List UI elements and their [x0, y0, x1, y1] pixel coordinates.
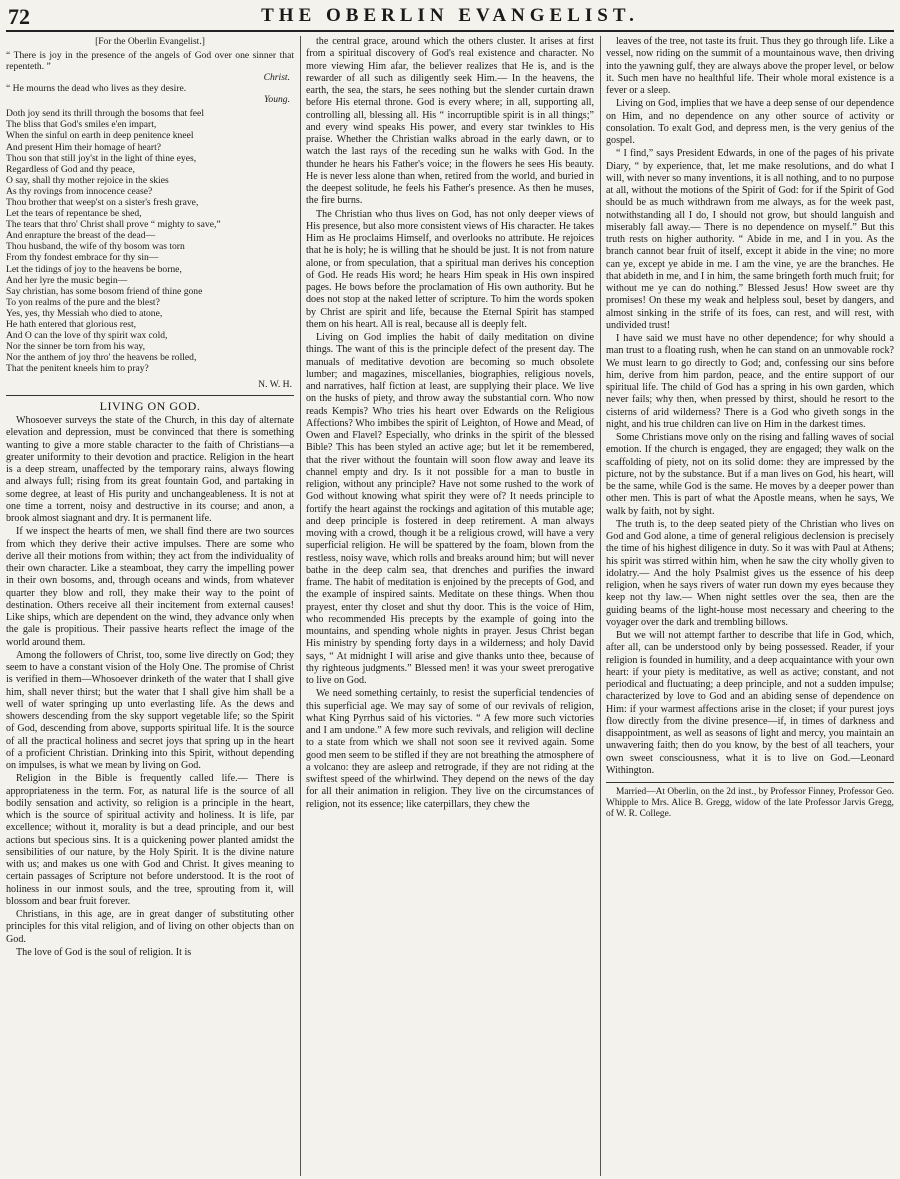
- epigraph-2: [6, 83, 294, 105]
- paragraph: Christians, in this age, are in great danger of substituting other principles for this vital religion, and of living on other objects than on God.: [6, 909, 294, 945]
- article-body-col1: [6, 415, 294, 959]
- newspaper-title: THE OBERLIN EVANGELIST.: [261, 5, 639, 26]
- poem-line: And present Him their homage of heart?: [6, 141, 162, 153]
- paragraph: I have said we must have no other dependence; for why should a man trust to a floating rush, when he can stand on an unmovable rock? We must learn to go directly to God; and, confessing our sins before him, derive from him pardon, peace, and the entire support of our spiritual life. The child of God has a spring in his own garden, which never fails; why then, when pressed by thirst, should he resort to the cisterns of arid wilderness? There is a God who giveth songs in the night, and his true children can live on Him in the darkest times.: [606, 333, 894, 430]
- poem-line: Doth joy send its thrill through the bosoms that feel: [6, 108, 204, 120]
- paragraph: leaves of the tree, not taste its fruit. Thus they go through life. Like a vessel, now riding on the summit of a mountainous wave, then driving into the yawning gulf, they are always above the proper level, or below it. Such men have no healthful life. Their whole moral existence is a fever or a sleep.: [606, 36, 894, 96]
- epigraph-text: “ There is joy in the presence of the angels of God over one sinner that repenteth. ”: [6, 50, 294, 73]
- column-1: [6, 36, 294, 1176]
- poem-line: The bliss that God's smiles e'en impart,: [6, 119, 157, 131]
- poem-line: The tears that thro' Christ shall prove “ mighty to save,”: [6, 219, 221, 231]
- poem-line: That the penitent kneels him to pray?: [6, 363, 149, 375]
- poem-source: [For the Oberlin Evangelist.]: [95, 37, 205, 47]
- divider: [6, 395, 294, 396]
- epigraph-1: [6, 50, 294, 83]
- column-3: [600, 36, 894, 1176]
- paragraph: Among the followers of Christ, too, some live directly on God; they seem to have a constant vision of the Holy One. The promise of Christ is verified in them—Whosoever drinketh of the water that I shall give him, shall never thirst; but the water that I shall give him shall be a well of water springing up unto everlasting life. As the dews and showers descending from the sky support vegetable life; so the Spirit of God, descending from above, supports spiritual life. It is the source of all the practical holiness and secret joys that spring up in the heart of a proficient Christian. Drinking into this Spirit, without depending on impulses, is what we mean by living on God.: [6, 649, 294, 771]
- poem-line: Nor the sinner be torn from his way,: [6, 341, 145, 353]
- poem-line: As thy rovings from innocence cease?: [6, 185, 153, 197]
- poem-line: O say, shall thy mother rejoice in the skies: [6, 174, 169, 186]
- poem-line: Say christian, has some bosom friend of thine gone: [6, 285, 203, 297]
- divider: [606, 782, 894, 783]
- poem-line: From thy fondest embrace for thy sin—: [6, 252, 159, 264]
- poem-line: Regardless of God and thy peace,: [6, 163, 135, 175]
- paragraph: “ I find,” says President Edwards, in one of the pages of his private Diary, “ by experience, that, let me make resolutions, and do what I will, with never so many inventions, it is all nothing, and to no purpose at all, without the motions of the Spirit of God: for if the Spirit of God should be as much withdrawn from me always, as for the week past, notwithstanding all I do, I should not grow, but should languish and miserably fall away.— There is no dependence on myself.” But this truth rests on higher authority. “ Abide in me, and I in you. As the branch cannot bear fruit of itself, except it abide in the vine; no more can ye, except ye abide in me. I am the vine, ye are the branches. He that abideth in me, and I in him, the same bringeth forth much fruit; for without me ye can do nothing.” Blessed Jesus! How sweet are thy promises! On these my weak and helpless soul, beset by dangers, and almost sinking in the strife of its foes, can rest, and will rest, with undivided trust!: [606, 148, 894, 331]
- epigraph-text: “ He mourns the dead who lives as they desire.: [6, 83, 187, 95]
- poem-line: He hath entered that glorious rest,: [6, 319, 137, 331]
- marriage-notice: Married—At Oberlin, on the 2d inst., by Professor Finney, Professor Geo. Whipple to Mrs. Alice B. Gregg, widow of the late Professor Jarvis Gregg, of W. R. College.: [606, 787, 894, 819]
- poem-line: Let the tears of repentance be shed,: [6, 208, 142, 220]
- poem-line: Thou brother that weep'st on a sister's fresh grave,: [6, 197, 199, 208]
- paragraph: If we inspect the hearts of men, we shall find there are two sources from which they derive their active impulses. There are some who derive all their motions from within; they act from the individuality of their own character. Like a steamboat, they carry the impelling power in their own bosoms, and, through oceans and winds, from whatever quarter they blow and roll, they make their way to the point of destination. Others receive all their incitement from external causes! Like ships, which are dependent on the wind, they advance only when the gale is propitious. Their passive hearts reflect the image of the world around them.: [6, 526, 294, 648]
- poem-line: Thou husband, the wife of thy bosom was torn: [6, 241, 185, 253]
- poem-line: When the sinful on earth in deep penitence kneel: [6, 130, 194, 142]
- poem-line: Yes, yes, thy Messiah who died to atone,: [6, 307, 163, 319]
- poem-line: And enrapture the breast of the dead—: [6, 230, 156, 242]
- paragraph: the central grace, around which the others cluster. It arises at first from a spiritual discovery of God's real existence and character. No more viewing Him afar, the believer realizes that He is, and is the rewarder of all such as diligently seek Him.— In the heavens, the earth, the sea, the stars, he sees nothing but the slender curtain drawn before His eternal throne. God is every where; in all, supporting all, controlling all, blessing all. His “ incorruptible spirit is in all things;” and every wind speaks His power, and every star twinkles to His praise. Whether the Christian walks abroad in the early dawn, or to watch the last rays of the receding sun he walks with God. In the thunder he hears his Father's voice; in the flowers he sees His beauty. He is never less alone than when, retired from the world, and buried in the deepest solitude, he feels his Father's presence. As then he muses, the fire burns.: [306, 36, 594, 207]
- poem-line: And her lyre the music begin—: [6, 274, 128, 286]
- article-body-col2: [306, 36, 594, 811]
- columns: [6, 36, 894, 1176]
- paragraph: Living on God implies the habit of daily meditation on divine things. The want of this is the principle defect of the present day. The manuals of meditative devotion are becoming so much obsolete lumber; and magazines, miscellanies, biographies, religious novels, and narratives, half fiction at least, are supplying their place. We live on the husks of piety, and throw away the substantial corn. Who now reads Kempis? Who tries his heart over Edwards on the Religious Affections? Who imbibes the spirit of Leighton, of Howe and Mead, of Owen and Flavel? Especially, who drinks in the spirit of the blessed Bible? This has been styled an active age; but let it be remembered, that the river without the fountain will soon flow away and leave its channel empty and dry. Is it not possible for a man to bustle in religion, without any principle? Have not some rushed to the work of God without knowing what spirit they were of? It needs principle to fortify the heart against the rockings and agitation of this mutable age; and deep principle is fostered in deep retirement. A man always moving with a crowd, though it be a religious crowd, will have a very superficial religion. He will be spattered by the foam, blown from the restless, noisy wave, which rolls and breaks around him; but will never bathe in the deep calm sea, that drenches and purifies the inward frame. The habit of meditation is enjoined by the precepts of God, and the example of inspired saints. Meditate on these things. When thou prayest, enter thy closet and shut thy door. This is the voice of Him, who recommended His precepts by the example of going into the mountains, and spending whole nights in prayer. Jesus Christ began His ministry by spending forty days in a wilderness; and holy David says, “ At midnight I will arise and give thanks unto thee, because of thy righteous judgments.” Blessed men! it was your sweet prerogative to live on God.: [306, 332, 594, 686]
- epigraph-author: Young.: [263, 94, 290, 106]
- poem-line: Thou son that still joy'st in the light of thine eyes,: [6, 152, 197, 164]
- paragraph: The truth is, to the deep seated piety of the Christian who lives on God and God alone, a time of general religious declension is precisely the time of his highest diligence in duty. So it was with Paul at Athens; his spirit was stirred within him, when he saw the city wholly given to idolatry.— And the holy Psalmist gives us the essence of his deep religion, when he says rivers of water run down my eyes because they keep not thy law.— When night settles over the sea, then are the guiding beams of the light-house most necessary and cheering to the voyager over the dark and trembling billows.: [606, 518, 894, 628]
- poem-body: [6, 108, 294, 374]
- paragraph: Religion in the Bible is frequently called life.— There is appropriateness in the term. For, as natural life is the source of all bodily sensation and activity, so religion is a principle in the heart, which is the source of spiritual activity and holiness. It is life, par excellence; without it, morality is but a dead principle, and our best actions but specious sins. It is a quickening power planted amidst the sensibilities of our nature, by the Holy Spirit. It is the divine nature with us; and makes us one with God and Christ. It gives meaning to certain passages of Scripture not before understood. It is the root of holiness in our inmost souls, and the tree, sprouting from it, will blossom and bear fruit forever.: [6, 773, 294, 907]
- paragraph: We need something certainly, to resist the superficial tendencies of this superficial age. We may say of some of our revivals of religion, what King Pyrrhus said of his victories. “ A few more such victories and I am undone.” A few more such revivals, and religion will decline to a state from which we shall not soon see it revived again. Some good men seem to be stifled if they are not breathing the atmosphere of a volcano: they are asleep and retrograde, if they are not riding at the swiftest speed of the whirlwind. They depend on the news of the day for all their animation in religion. They live on the circumstances of religion, not its essence; like caterpillars, they chew the: [306, 688, 594, 810]
- paragraph: But we will not attempt farther to describe that life in God, which, after all, can be understood only by being possessed. Reader, if your religion is founded in humility, and a deep acquaintance with your own heart: if your piety is meditative, as well as active; constant, and not periodical and fluctuating; a deep principle, and not a sudden impulse; characterized by love to God and an abiding sense of dependence on Him: if your warmest affections arise in the closet; if your purest joys flow directly from the divine presence—if, in times of darkness and disappointment, as well as seasons of light and mercy, you maintain an unwavering faith; then do you know, by the best of all teachers, your own sweet consciousness, what it is to live on God.—Leonard Withington.: [606, 630, 894, 776]
- page-number: 72: [8, 4, 30, 29]
- poem-line: Let the tidings of joy to the heavens be borne,: [6, 263, 182, 275]
- poem-signature: N. W. H.: [258, 378, 292, 390]
- poem-line: To yon realms of the pure and the blest?: [6, 296, 160, 308]
- paragraph: Whosoever surveys the state of the Church, in this day of alternate elevation and depression, must be convinced that there is something wanting to give a more stable character to the faith of Christians—a greater uniformity to their devotion and practice. Religion in the heart is a deep stream, unaffected by the temporary rains, always flowing and always full; rising from its great fountain God, and partaking in some degree, at least of His purity and unchangeableness. It is not at one time a torrent, noisy and destructive in its course; and anon, a brook almost siagnant and dry. It is permanent life.: [6, 415, 294, 524]
- paragraph: Some Christians move only on the rising and falling waves of social emotion. If the church is engaged, they are engaged; they walk on the scaffolding of piety, not on its solid dome: they are impressed by the picture, not by the substance. But if a man lives on God, his heart, will be the same, while God is the same. He moves by a deeper power than other men. This is part of what the Apostle means, when he says, We walk by faith, not by sight.: [606, 432, 894, 517]
- paragraph: The love of God is the soul of religion. It is: [16, 946, 192, 958]
- poem-line: Nor the anthem of joy thro' the heavens be rolled,: [6, 352, 197, 364]
- paragraph: Living on God, implies that we have a deep sense of our dependence on Him, and no dependence on any other source of activity or consolation. To exalt God, and depress men, is the very genius of the gospel.: [606, 98, 894, 146]
- column-2: [300, 36, 594, 1176]
- article-title: LIVING ON GOD.: [99, 398, 201, 413]
- masthead: [6, 4, 894, 32]
- epigraph-author: Christ.: [263, 72, 290, 84]
- paragraph: The Christian who thus lives on God, has not only deeper views of His presence, but also more consistent views of His character. He takes Him as He proclaims Himself, and overlooks no attribute. He rejoices that he is holy; he is willing that he should be just. It is not from nature alone, or from speculation, that a spiritual man derives his conception of God. He reads His word; he hears Him speak in His own inspired pages. He bows before the proclamation of His own authority. But he does not stop at the naked letter of scripture. To him the words spoken by Christ are spirit and life, because the Eternal Spirit has stamped them on his heart. All is real, because all is deeply felt.: [306, 208, 594, 330]
- article-body-col3: [606, 36, 894, 777]
- poem-line: And O can the love of thy spirit wax cold,: [6, 330, 168, 342]
